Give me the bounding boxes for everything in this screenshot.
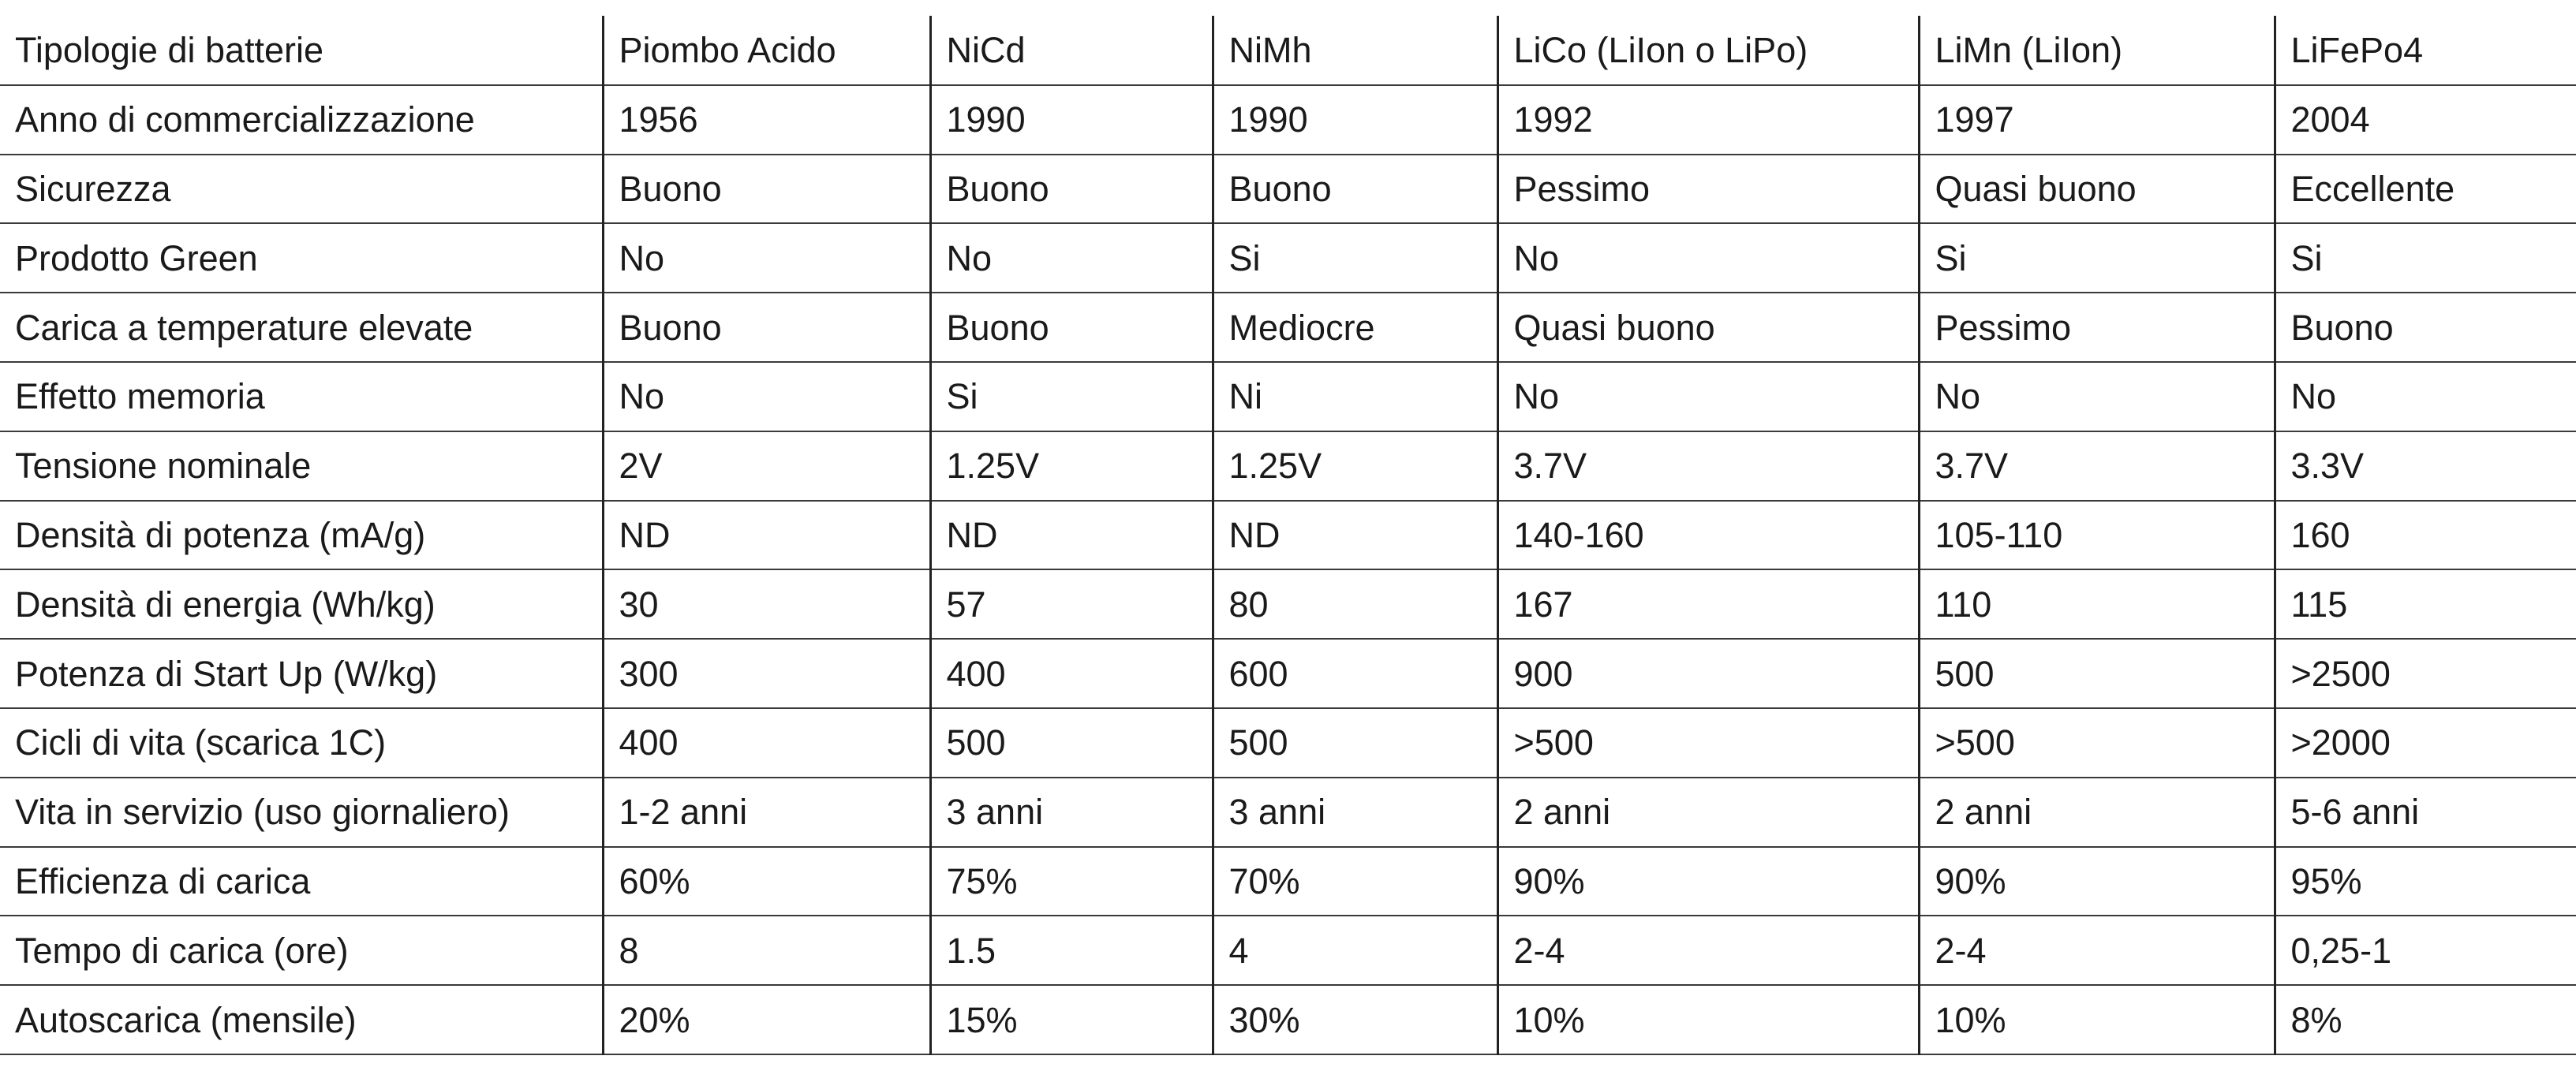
- table-cell: No: [2275, 362, 2576, 431]
- table-cell: 60%: [603, 847, 930, 916]
- table-row: [0, 569, 2576, 639]
- table-row: [0, 223, 2576, 293]
- table-cell: ND: [930, 501, 1213, 570]
- row-label-cell: Effetto memoria: [0, 362, 603, 431]
- table-cell: 110: [1919, 569, 2275, 639]
- table-cell: 30: [603, 569, 930, 639]
- header-cell-lifepo4: LiFePo4: [2275, 16, 2576, 85]
- table-cell: 900: [1497, 639, 1919, 708]
- table-cell: 2004: [2275, 85, 2576, 155]
- table-cell: 1.25V: [1213, 431, 1497, 501]
- table-cell: 600: [1213, 639, 1497, 708]
- table-cell: >500: [1497, 708, 1919, 778]
- table-row: [0, 778, 2576, 847]
- table-cell: 105-110: [1919, 501, 2275, 570]
- table-cell: 2 anni: [1919, 778, 2275, 847]
- table-cell: 3.3V: [2275, 431, 2576, 501]
- table-cell: 1.5: [930, 916, 1213, 985]
- table-cell: Quasi buono: [1497, 293, 1919, 362]
- table-cell: 80: [1213, 569, 1497, 639]
- table-cell: 2-4: [1919, 916, 2275, 985]
- table-row: [0, 431, 2576, 501]
- table-cell: 1990: [1213, 85, 1497, 155]
- table-cell: 8: [603, 916, 930, 985]
- table-header-row: [0, 16, 2576, 85]
- header-cell-nimh: NiMh: [1213, 16, 1497, 85]
- header-cell-lead-acid: Piombo Acido: [603, 16, 930, 85]
- row-label-cell: Cicli di vita (scarica 1C): [0, 708, 603, 778]
- table-cell: 3 anni: [930, 778, 1213, 847]
- table-row: [0, 155, 2576, 224]
- table-cell: 1997: [1919, 85, 2275, 155]
- table-cell: Si: [2275, 223, 2576, 293]
- table-cell: Buono: [930, 155, 1213, 224]
- row-label-cell: Tensione nominale: [0, 431, 603, 501]
- table-cell: 2-4: [1497, 916, 1919, 985]
- row-label-cell: Prodotto Green: [0, 223, 603, 293]
- header-cell-nicd: NiCd: [930, 16, 1213, 85]
- table-row: [0, 501, 2576, 570]
- row-label-cell: Anno di commercializzazione: [0, 85, 603, 155]
- table-cell: Si: [1213, 223, 1497, 293]
- table-cell: 1992: [1497, 85, 1919, 155]
- row-label-cell: Potenza di Start Up (W/kg): [0, 639, 603, 708]
- table-cell: 400: [930, 639, 1213, 708]
- table-row: [0, 293, 2576, 362]
- header-cell-lico: LiCo (LiIon o LiPo): [1497, 16, 1919, 85]
- row-label-cell: Sicurezza: [0, 155, 603, 224]
- table-cell: >2500: [2275, 639, 2576, 708]
- table-cell: No: [1919, 362, 2275, 431]
- table-cell: Mediocre: [1213, 293, 1497, 362]
- table-cell: 140-160: [1497, 501, 1919, 570]
- table-cell: 5-6 anni: [2275, 778, 2576, 847]
- table-cell: ND: [1213, 501, 1497, 570]
- row-label-cell: Densità di potenza (mA/g): [0, 501, 603, 570]
- row-label-cell: Vita in servizio (uso giornaliero): [0, 778, 603, 847]
- table-body: [0, 16, 2576, 1054]
- table-cell: 57: [930, 569, 1213, 639]
- table-cell: Quasi buono: [1919, 155, 2275, 224]
- row-label-cell: Densità di energia (Wh/kg): [0, 569, 603, 639]
- table-cell: 3 anni: [1213, 778, 1497, 847]
- table-cell: 95%: [2275, 847, 2576, 916]
- table-cell: 500: [1919, 639, 2275, 708]
- battery-comparison-table: [0, 16, 2576, 1055]
- table-cell: ND: [603, 501, 930, 570]
- table-cell: 160: [2275, 501, 2576, 570]
- table-cell: 1990: [930, 85, 1213, 155]
- table-cell: >2000: [2275, 708, 2576, 778]
- row-label-cell: Carica a temperature elevate: [0, 293, 603, 362]
- header-cell-limn: LiMn (LiIon): [1919, 16, 2275, 85]
- table-cell: 167: [1497, 569, 1919, 639]
- table-row: [0, 639, 2576, 708]
- table-row: [0, 85, 2576, 155]
- table-cell: Buono: [930, 293, 1213, 362]
- table-cell: 10%: [1497, 985, 1919, 1054]
- table-cell: 90%: [1497, 847, 1919, 916]
- row-label-cell: Efficienza di carica: [0, 847, 603, 916]
- table-cell: Buono: [603, 155, 930, 224]
- table-cell: No: [1497, 362, 1919, 431]
- table-cell: 3.7V: [1497, 431, 1919, 501]
- table-cell: 115: [2275, 569, 2576, 639]
- table-row: [0, 985, 2576, 1054]
- table-cell: Buono: [603, 293, 930, 362]
- table-cell: No: [603, 223, 930, 293]
- table-cell: 4: [1213, 916, 1497, 985]
- table-cell: 400: [603, 708, 930, 778]
- table-cell: 1.25V: [930, 431, 1213, 501]
- table-cell: Si: [1919, 223, 2275, 293]
- table-cell: Ni: [1213, 362, 1497, 431]
- table-cell: 500: [930, 708, 1213, 778]
- table-cell: 2 anni: [1497, 778, 1919, 847]
- table-cell: >500: [1919, 708, 2275, 778]
- table-cell: 3.7V: [1919, 431, 2275, 501]
- table-cell: 30%: [1213, 985, 1497, 1054]
- table-cell: 500: [1213, 708, 1497, 778]
- table-cell: 70%: [1213, 847, 1497, 916]
- table-cell: 90%: [1919, 847, 2275, 916]
- table-cell: Buono: [2275, 293, 2576, 362]
- table-cell: 10%: [1919, 985, 2275, 1054]
- table-cell: Buono: [1213, 155, 1497, 224]
- table-cell: 15%: [930, 985, 1213, 1054]
- table-row: [0, 847, 2576, 916]
- table-cell: No: [603, 362, 930, 431]
- table-cell: No: [1497, 223, 1919, 293]
- header-cell-battery-types: Tipologie di batterie: [0, 16, 603, 85]
- row-label-cell: Autoscarica (mensile): [0, 985, 603, 1054]
- table-row: [0, 708, 2576, 778]
- table-cell: Pessimo: [1919, 293, 2275, 362]
- table-cell: 8%: [2275, 985, 2576, 1054]
- row-label-cell: Tempo di carica (ore): [0, 916, 603, 985]
- table-cell: No: [930, 223, 1213, 293]
- table-cell: Pessimo: [1497, 155, 1919, 224]
- table-cell: 20%: [603, 985, 930, 1054]
- table-row: [0, 916, 2576, 985]
- table-cell: Eccellente: [2275, 155, 2576, 224]
- table-cell: 300: [603, 639, 930, 708]
- table-cell: Si: [930, 362, 1213, 431]
- table-row: [0, 362, 2576, 431]
- table-cell: 2V: [603, 431, 930, 501]
- table-cell: 1-2 anni: [603, 778, 930, 847]
- table-cell: 1956: [603, 85, 930, 155]
- table-cell: 75%: [930, 847, 1213, 916]
- table-cell: 0,25-1: [2275, 916, 2576, 985]
